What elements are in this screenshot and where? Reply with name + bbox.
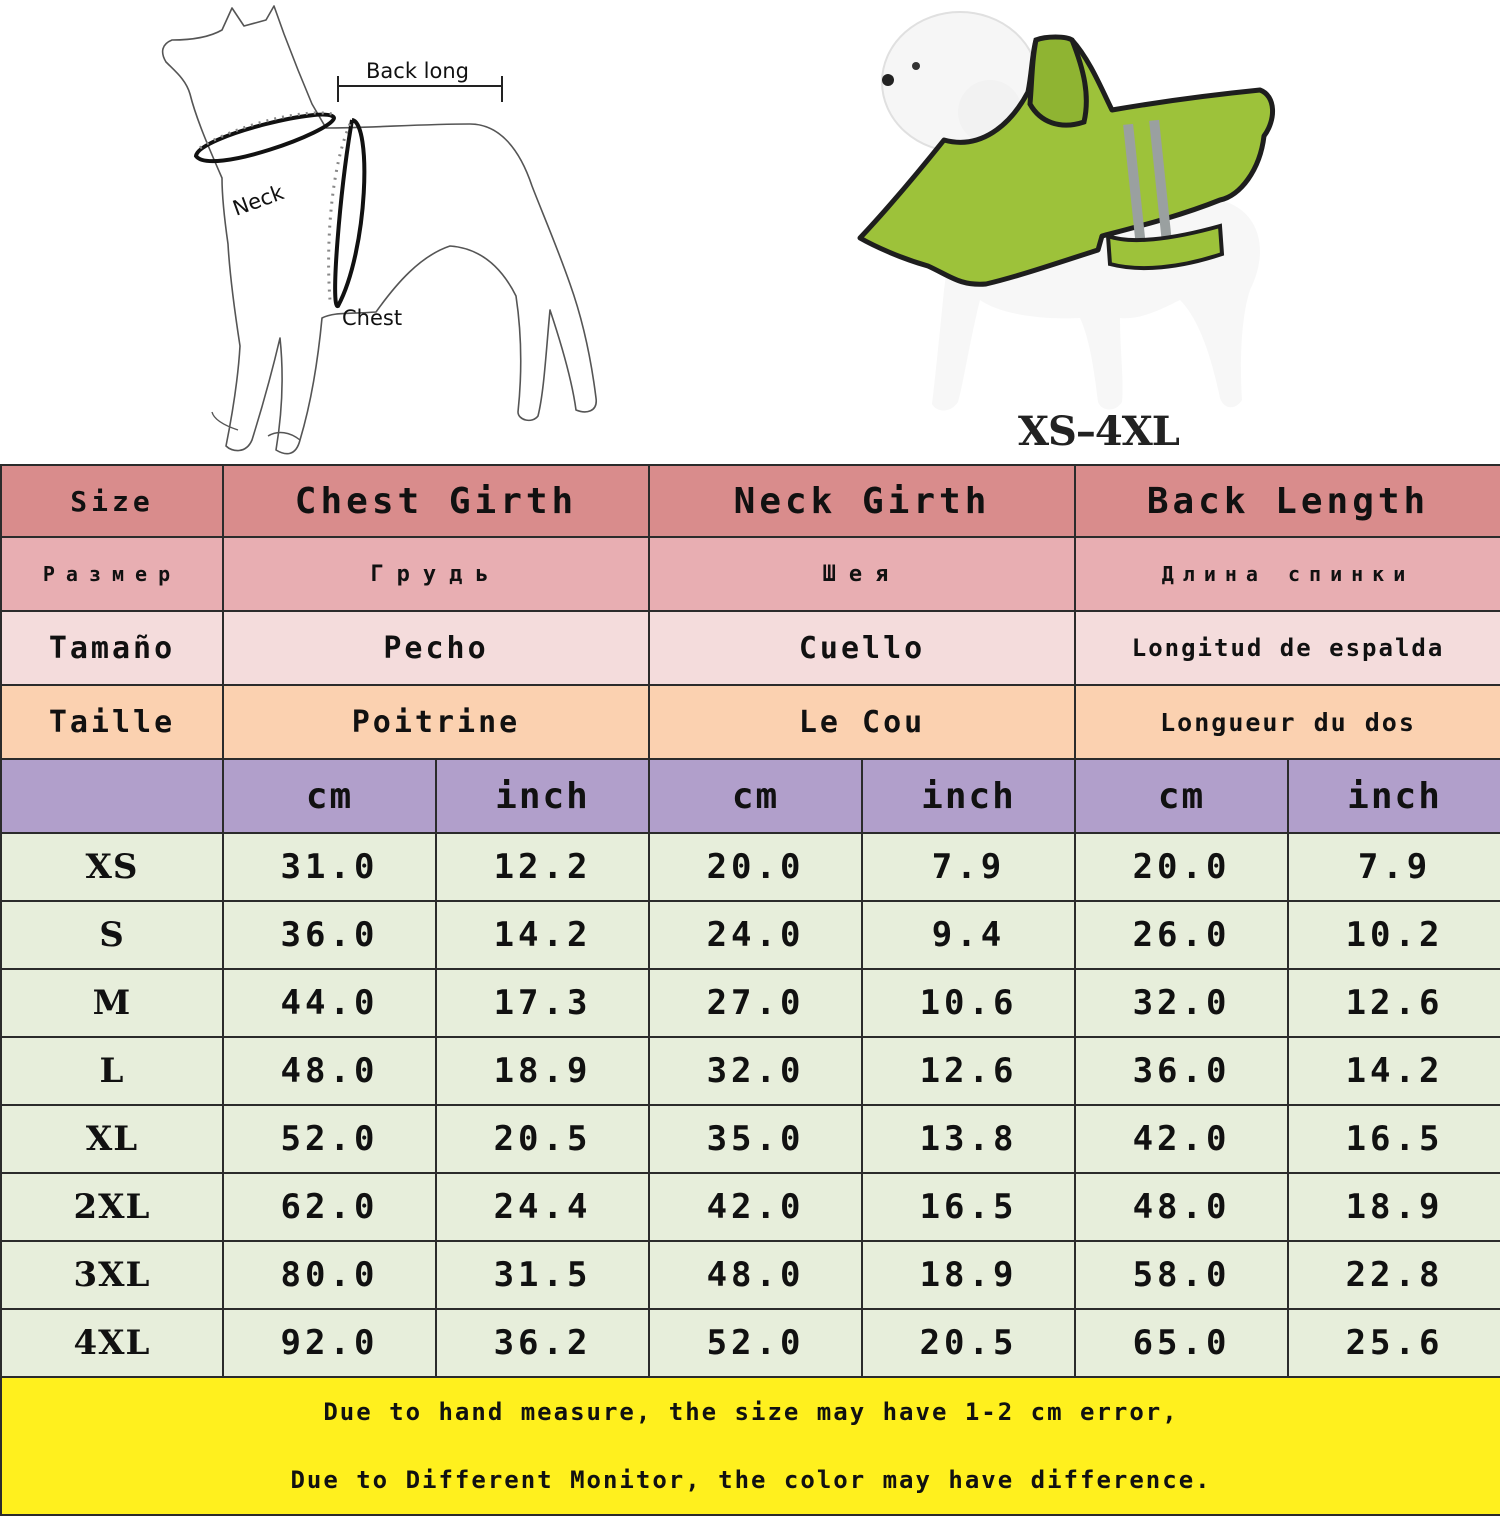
- size-cell: M: [1, 969, 223, 1037]
- table-row: [1, 1241, 1500, 1309]
- neck-inch-cell: 9.4: [862, 901, 1075, 969]
- chest-inch-cell: 17.3: [436, 969, 649, 1037]
- size-cell: 2XL: [1, 1173, 223, 1241]
- header-neck-girth: Neck Girth: [649, 465, 1075, 537]
- back-inch-cell: 14.2: [1288, 1037, 1500, 1105]
- chest-inch-cell: 14.2: [436, 901, 649, 969]
- chest-ring: [335, 120, 364, 306]
- header-neck-ru: Шея: [649, 537, 1075, 611]
- dog-eye: [912, 62, 920, 70]
- chest-cm-cell: 44.0: [223, 969, 436, 1037]
- disclaimer-row: [1, 1377, 1500, 1515]
- unit-back-cm: cm: [1075, 759, 1288, 833]
- back-inch-cell: 22.8: [1288, 1241, 1500, 1309]
- chest-inch-cell: 18.9: [436, 1037, 649, 1105]
- neck-inch-cell: 10.6: [862, 969, 1075, 1037]
- chest-cm-cell: 36.0: [223, 901, 436, 969]
- unit-chest-cm: cm: [223, 759, 436, 833]
- back-cm-cell: 36.0: [1075, 1037, 1288, 1105]
- header-size: Size: [1, 465, 223, 537]
- table-row: [1, 1037, 1500, 1105]
- header-row-russian: [1, 537, 1500, 611]
- dog-nose: [882, 74, 894, 86]
- back-long-label: Back long: [366, 59, 469, 83]
- unit-neck-inch: inch: [862, 759, 1075, 833]
- neck-cm-cell: 20.0: [649, 833, 862, 901]
- chest-cm-cell: 62.0: [223, 1173, 436, 1241]
- neck-cm-cell: 27.0: [649, 969, 862, 1037]
- size-cell: XL: [1, 1105, 223, 1173]
- header-row-english: [1, 465, 1500, 537]
- back-inch-cell: 16.5: [1288, 1105, 1500, 1173]
- neck-ring-back-dots: [200, 113, 332, 148]
- neck-inch-cell: 12.6: [862, 1037, 1075, 1105]
- disclaimer-line-1: Due to hand measure, the size may have 1-2 cm error,: [323, 1398, 1179, 1426]
- size-range-label: XS–4XL: [1018, 408, 1179, 455]
- chest-cm-cell: 92.0: [223, 1309, 436, 1377]
- chest-inch-cell: 36.2: [436, 1309, 649, 1377]
- neck-inch-cell: 16.5: [862, 1173, 1075, 1241]
- back-inch-cell: 10.2: [1288, 901, 1500, 969]
- table-row: [1, 1309, 1500, 1377]
- neck-inch-cell: 18.9: [862, 1241, 1075, 1309]
- header-back-fr: Longueur du dos: [1075, 685, 1500, 759]
- table-row: [1, 833, 1500, 901]
- header-row-spanish: [1, 611, 1500, 685]
- unit-back-inch: inch: [1288, 759, 1500, 833]
- chest-cm-cell: 52.0: [223, 1105, 436, 1173]
- back-inch-cell: 7.9: [1288, 833, 1500, 901]
- neck-cm-cell: 52.0: [649, 1309, 862, 1377]
- disclaimer-line-2: Due to Different Monitor, the color may have difference.: [290, 1466, 1212, 1494]
- unit-neck-cm: cm: [649, 759, 862, 833]
- back-cm-cell: 42.0: [1075, 1105, 1288, 1173]
- header-chest-fr: Poitrine: [223, 685, 649, 759]
- table-row: [1, 1105, 1500, 1173]
- header-row-french: [1, 685, 1500, 759]
- header-size-es: Tamaño: [1, 611, 223, 685]
- neck-inch-cell: 13.8: [862, 1105, 1075, 1173]
- back-cm-cell: 65.0: [1075, 1309, 1288, 1377]
- chest-inch-cell: 12.2: [436, 833, 649, 901]
- chest-cm-cell: 31.0: [223, 833, 436, 901]
- product-photo: [840, 0, 1300, 462]
- neck-cm-cell: 24.0: [649, 901, 862, 969]
- back-cm-cell: 48.0: [1075, 1173, 1288, 1241]
- back-inch-cell: 25.6: [1288, 1309, 1500, 1377]
- neck-cm-cell: 35.0: [649, 1105, 862, 1173]
- header-back-length: Back Length: [1075, 465, 1500, 537]
- size-chart-table: [0, 464, 1500, 1516]
- neck-inch-cell: 7.9: [862, 833, 1075, 901]
- chest-inch-cell: 24.4: [436, 1173, 649, 1241]
- chest-cm-cell: 80.0: [223, 1241, 436, 1309]
- size-cell: XS: [1, 833, 223, 901]
- header-chest-girth: Chest Girth: [223, 465, 649, 537]
- chest-label: Chest: [342, 306, 403, 330]
- units-row: [1, 759, 1500, 833]
- back-cm-cell: 32.0: [1075, 969, 1288, 1037]
- chest-cm-cell: 48.0: [223, 1037, 436, 1105]
- neck-cm-cell: 42.0: [649, 1173, 862, 1241]
- header-chest-ru: Грудь: [223, 537, 649, 611]
- header-back-es: Longitud de espalda: [1075, 611, 1500, 685]
- neck-ring-front: [196, 115, 334, 162]
- back-cm-cell: 26.0: [1075, 901, 1288, 969]
- back-cm-cell: 58.0: [1075, 1241, 1288, 1309]
- back-cm-cell: 20.0: [1075, 833, 1288, 901]
- size-cell: S: [1, 901, 223, 969]
- header-neck-fr: Le Cou: [649, 685, 1075, 759]
- back-inch-cell: 18.9: [1288, 1173, 1500, 1241]
- header-size-fr: Taille: [1, 685, 223, 759]
- raincoat-hood: [1030, 37, 1086, 125]
- neck-cm-cell: 32.0: [649, 1037, 862, 1105]
- units-blank-cell: [1, 759, 223, 833]
- header-size-ru: Размер: [1, 537, 223, 611]
- header-neck-es: Cuello: [649, 611, 1075, 685]
- size-cell: L: [1, 1037, 223, 1105]
- back-inch-cell: 12.6: [1288, 969, 1500, 1037]
- neck-cm-cell: 48.0: [649, 1241, 862, 1309]
- measurement-diagram: [0, 0, 700, 462]
- table-row: [1, 901, 1500, 969]
- neck-label: Neck: [229, 180, 287, 221]
- table-row: [1, 1173, 1500, 1241]
- size-cell: 4XL: [1, 1309, 223, 1377]
- header-chest-es: Pecho: [223, 611, 649, 685]
- size-cell: 3XL: [1, 1241, 223, 1309]
- header-back-ru: Длина спинки: [1075, 537, 1500, 611]
- unit-chest-inch: inch: [436, 759, 649, 833]
- neck-inch-cell: 20.5: [862, 1309, 1075, 1377]
- disclaimer-cell: [1, 1377, 1500, 1515]
- chest-inch-cell: 20.5: [436, 1105, 649, 1173]
- chest-inch-cell: 31.5: [436, 1241, 649, 1309]
- table-row: [1, 969, 1500, 1037]
